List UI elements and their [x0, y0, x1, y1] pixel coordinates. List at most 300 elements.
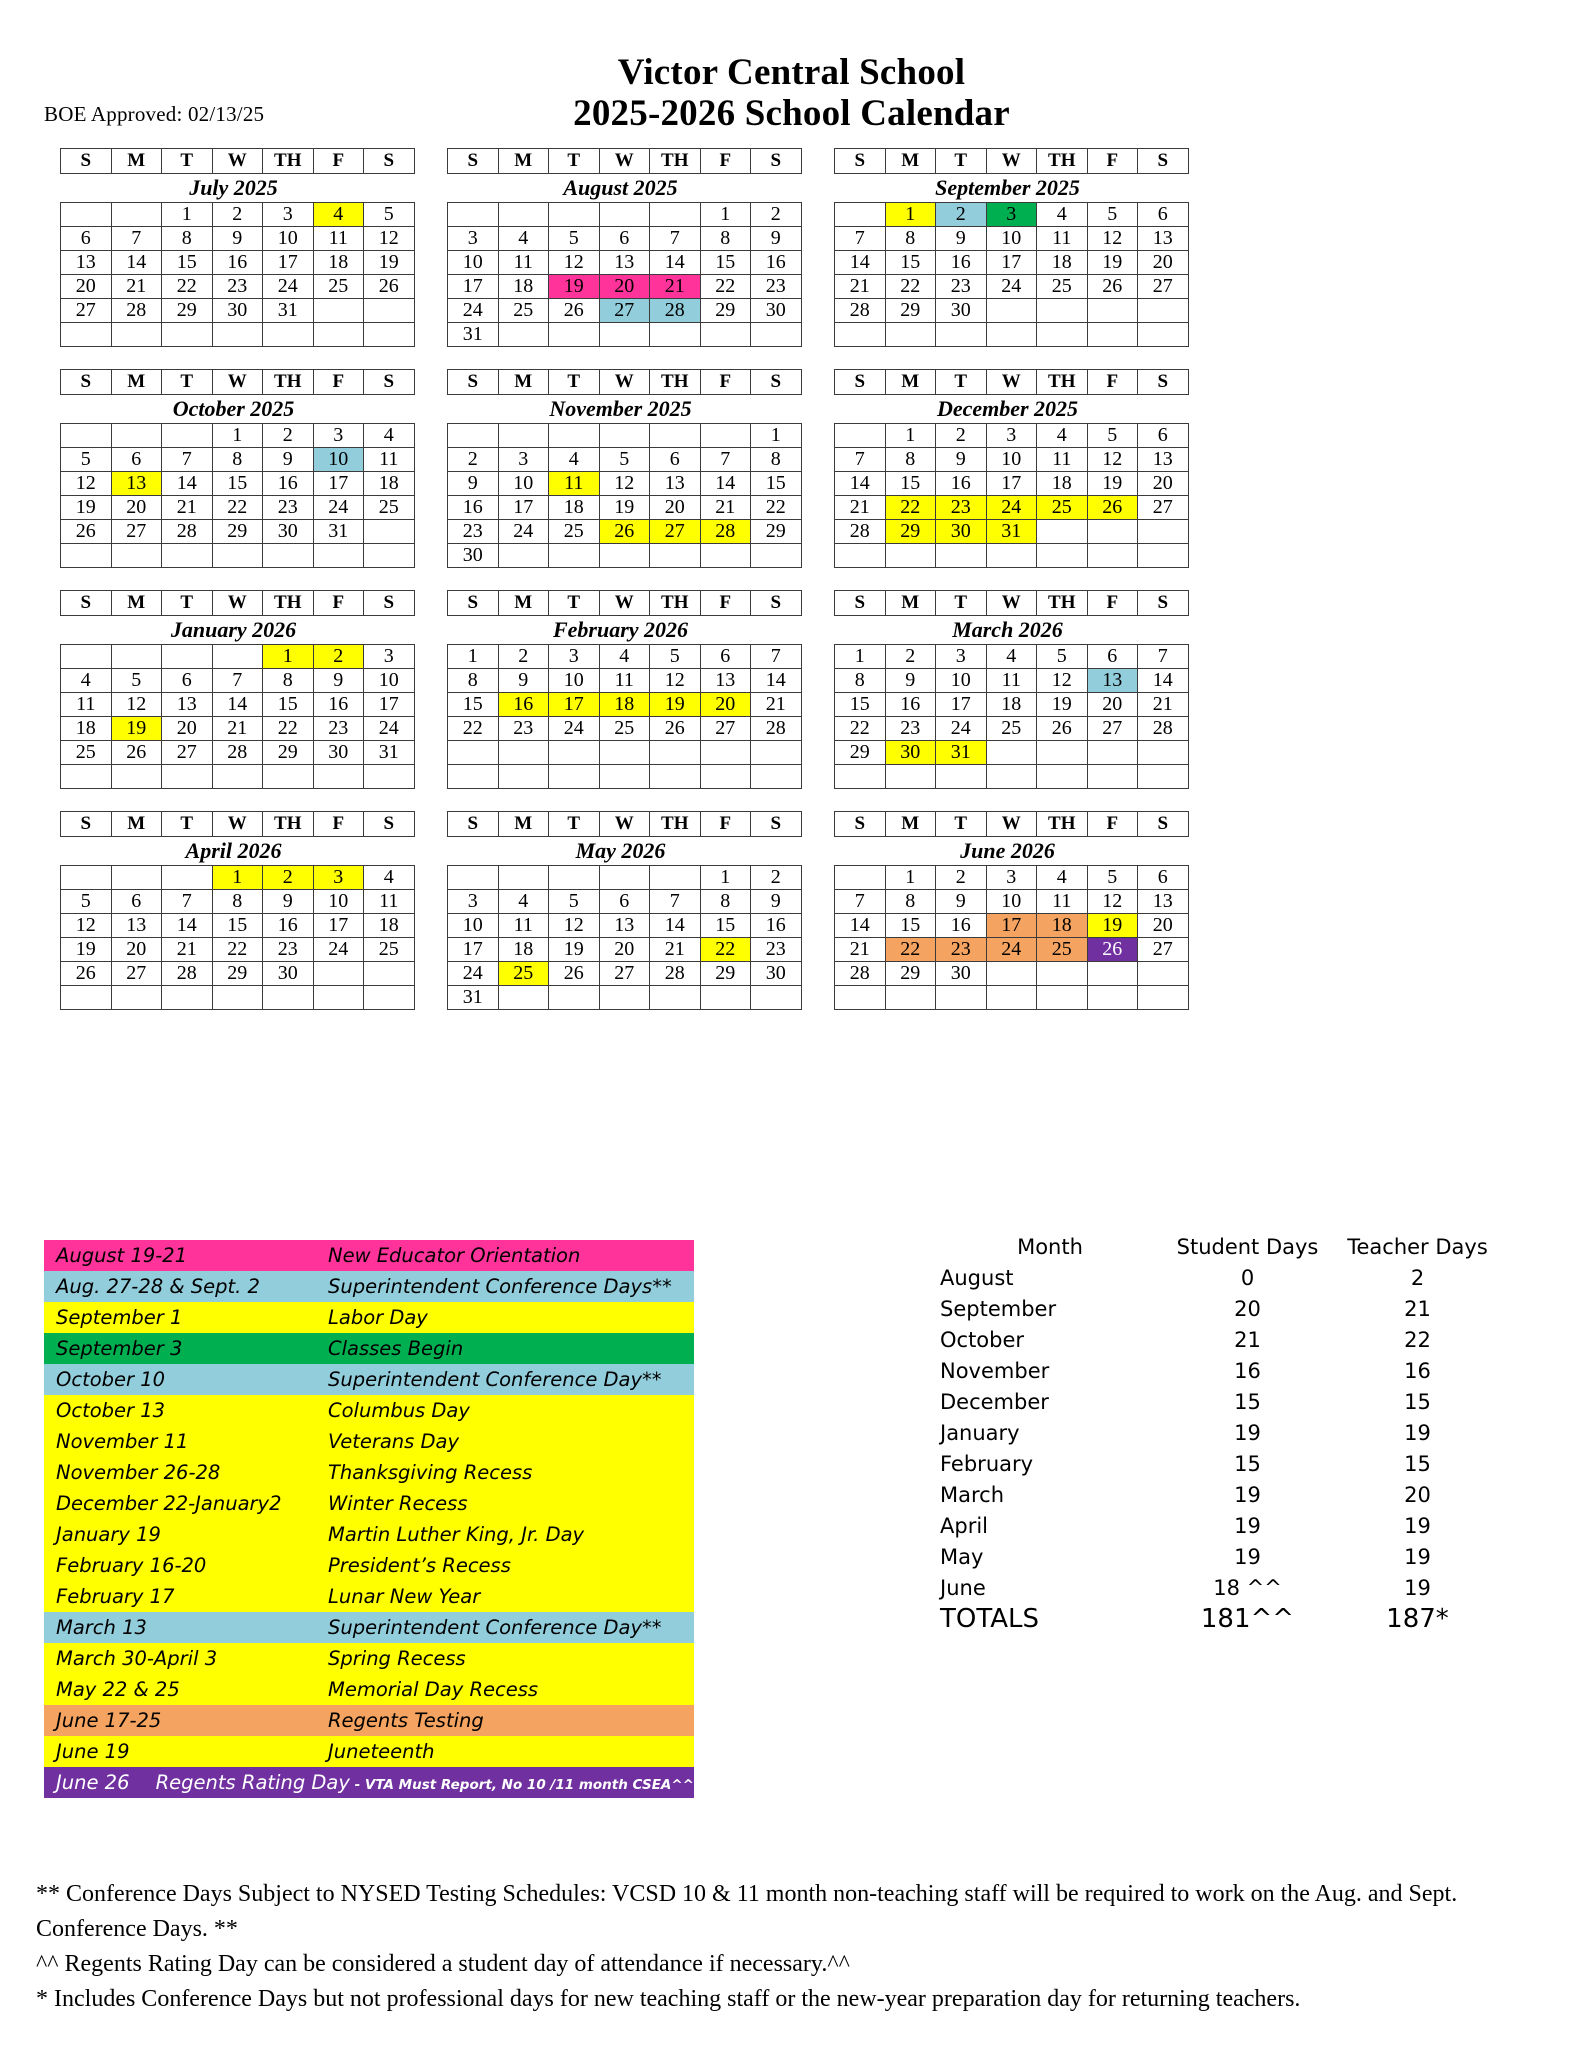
- day-cell[interactable]: 12: [650, 669, 701, 693]
- day-cell[interactable]: 29: [700, 962, 751, 986]
- day-cell[interactable]: 3: [263, 203, 314, 227]
- day-cell[interactable]: 11: [599, 669, 650, 693]
- day-cell[interactable]: 25: [364, 496, 415, 520]
- day-cell[interactable]: 15: [751, 472, 802, 496]
- day-cell[interactable]: 17: [986, 472, 1037, 496]
- day-cell[interactable]: 30: [936, 520, 987, 544]
- day-cell[interactable]: 7: [162, 890, 213, 914]
- day-cell[interactable]: 24: [549, 717, 600, 741]
- day-cell[interactable]: 12: [111, 693, 162, 717]
- day-cell[interactable]: 16: [936, 251, 987, 275]
- day-cell[interactable]: 1: [700, 203, 751, 227]
- day-cell[interactable]: 27: [162, 741, 213, 765]
- day-cell[interactable]: 17: [313, 914, 364, 938]
- day-cell[interactable]: 28: [835, 962, 886, 986]
- day-cell[interactable]: 23: [263, 938, 314, 962]
- day-cell[interactable]: 6: [650, 448, 701, 472]
- day-cell[interactable]: 14: [162, 914, 213, 938]
- day-cell[interactable]: 24: [498, 520, 549, 544]
- day-cell[interactable]: 26: [61, 962, 112, 986]
- day-cell[interactable]: 19: [599, 496, 650, 520]
- day-cell[interactable]: 11: [549, 472, 600, 496]
- day-cell[interactable]: 11: [1037, 227, 1088, 251]
- day-cell[interactable]: 15: [885, 251, 936, 275]
- day-cell[interactable]: 9: [936, 227, 987, 251]
- day-cell[interactable]: 29: [212, 520, 263, 544]
- day-cell[interactable]: 27: [111, 962, 162, 986]
- day-cell[interactable]: 23: [448, 520, 499, 544]
- day-cell[interactable]: 14: [111, 251, 162, 275]
- day-cell[interactable]: 17: [448, 275, 499, 299]
- day-cell[interactable]: 23: [936, 275, 987, 299]
- day-cell[interactable]: 25: [549, 520, 600, 544]
- day-cell[interactable]: 10: [263, 227, 314, 251]
- day-cell[interactable]: 18: [986, 693, 1037, 717]
- day-cell[interactable]: 21: [700, 496, 751, 520]
- day-cell[interactable]: 27: [1087, 717, 1138, 741]
- day-cell[interactable]: 15: [212, 914, 263, 938]
- day-cell[interactable]: 8: [885, 890, 936, 914]
- day-cell[interactable]: 6: [111, 448, 162, 472]
- day-cell[interactable]: 21: [835, 275, 886, 299]
- day-cell[interactable]: 24: [263, 275, 314, 299]
- day-cell[interactable]: 11: [313, 227, 364, 251]
- day-cell[interactable]: 7: [212, 669, 263, 693]
- day-cell[interactable]: 9: [212, 227, 263, 251]
- day-cell[interactable]: 27: [1138, 496, 1189, 520]
- day-cell[interactable]: 29: [885, 299, 936, 323]
- day-cell[interactable]: 29: [751, 520, 802, 544]
- day-cell[interactable]: 23: [751, 938, 802, 962]
- day-cell[interactable]: 7: [111, 227, 162, 251]
- day-cell[interactable]: 13: [1138, 448, 1189, 472]
- day-cell[interactable]: 13: [162, 693, 213, 717]
- day-cell[interactable]: 25: [986, 717, 1037, 741]
- day-cell[interactable]: 24: [986, 275, 1037, 299]
- day-cell[interactable]: 1: [448, 645, 499, 669]
- day-cell[interactable]: 6: [700, 645, 751, 669]
- day-cell[interactable]: 26: [1087, 496, 1138, 520]
- day-cell[interactable]: 25: [498, 299, 549, 323]
- day-cell[interactable]: 5: [1087, 424, 1138, 448]
- day-cell[interactable]: 25: [498, 962, 549, 986]
- day-cell[interactable]: 28: [700, 520, 751, 544]
- day-cell[interactable]: 19: [549, 938, 600, 962]
- day-cell[interactable]: 12: [1087, 890, 1138, 914]
- day-cell[interactable]: 9: [498, 669, 549, 693]
- day-cell[interactable]: 2: [263, 424, 314, 448]
- day-cell[interactable]: 27: [650, 520, 701, 544]
- day-cell[interactable]: 4: [1037, 424, 1088, 448]
- day-cell[interactable]: 18: [364, 472, 415, 496]
- day-cell[interactable]: 3: [313, 866, 364, 890]
- day-cell[interactable]: 10: [448, 914, 499, 938]
- day-cell[interactable]: 6: [1138, 866, 1189, 890]
- day-cell[interactable]: 3: [986, 866, 1037, 890]
- day-cell[interactable]: 30: [212, 299, 263, 323]
- day-cell[interactable]: 2: [751, 866, 802, 890]
- day-cell[interactable]: 3: [549, 645, 600, 669]
- day-cell[interactable]: 2: [498, 645, 549, 669]
- day-cell[interactable]: 6: [1138, 203, 1189, 227]
- day-cell[interactable]: 2: [936, 866, 987, 890]
- day-cell[interactable]: 1: [700, 866, 751, 890]
- day-cell[interactable]: 31: [263, 299, 314, 323]
- day-cell[interactable]: 16: [448, 496, 499, 520]
- day-cell[interactable]: 22: [885, 275, 936, 299]
- day-cell[interactable]: 8: [212, 890, 263, 914]
- day-cell[interactable]: 10: [936, 669, 987, 693]
- day-cell[interactable]: 25: [364, 938, 415, 962]
- day-cell[interactable]: 17: [936, 693, 987, 717]
- day-cell[interactable]: 10: [986, 448, 1037, 472]
- day-cell[interactable]: 17: [549, 693, 600, 717]
- day-cell[interactable]: 2: [313, 645, 364, 669]
- day-cell[interactable]: 15: [885, 472, 936, 496]
- day-cell[interactable]: 21: [751, 693, 802, 717]
- day-cell[interactable]: 13: [1138, 227, 1189, 251]
- day-cell[interactable]: 16: [751, 914, 802, 938]
- day-cell[interactable]: 9: [936, 890, 987, 914]
- day-cell[interactable]: 14: [835, 472, 886, 496]
- day-cell[interactable]: 20: [61, 275, 112, 299]
- day-cell[interactable]: 11: [986, 669, 1037, 693]
- day-cell[interactable]: 1: [835, 645, 886, 669]
- day-cell[interactable]: 29: [212, 962, 263, 986]
- day-cell[interactable]: 27: [700, 717, 751, 741]
- day-cell[interactable]: 14: [650, 914, 701, 938]
- day-cell[interactable]: 26: [364, 275, 415, 299]
- day-cell[interactable]: 9: [263, 890, 314, 914]
- day-cell[interactable]: 8: [885, 227, 936, 251]
- day-cell[interactable]: 7: [751, 645, 802, 669]
- day-cell[interactable]: 21: [162, 938, 213, 962]
- day-cell[interactable]: 20: [1138, 472, 1189, 496]
- day-cell[interactable]: 23: [885, 717, 936, 741]
- day-cell[interactable]: 19: [364, 251, 415, 275]
- day-cell[interactable]: 28: [111, 299, 162, 323]
- day-cell[interactable]: 12: [61, 914, 112, 938]
- day-cell[interactable]: 8: [751, 448, 802, 472]
- day-cell[interactable]: 19: [650, 693, 701, 717]
- day-cell[interactable]: 4: [1037, 203, 1088, 227]
- day-cell[interactable]: 10: [498, 472, 549, 496]
- day-cell[interactable]: 16: [885, 693, 936, 717]
- day-cell[interactable]: 10: [986, 227, 1037, 251]
- day-cell[interactable]: 16: [263, 472, 314, 496]
- day-cell[interactable]: 23: [212, 275, 263, 299]
- day-cell[interactable]: 27: [111, 520, 162, 544]
- day-cell[interactable]: 22: [835, 717, 886, 741]
- day-cell[interactable]: 6: [599, 227, 650, 251]
- day-cell[interactable]: 23: [936, 938, 987, 962]
- day-cell[interactable]: 31: [364, 741, 415, 765]
- day-cell[interactable]: 26: [111, 741, 162, 765]
- day-cell[interactable]: 21: [162, 496, 213, 520]
- day-cell[interactable]: 7: [835, 890, 886, 914]
- day-cell[interactable]: 12: [599, 472, 650, 496]
- day-cell[interactable]: 1: [885, 424, 936, 448]
- day-cell[interactable]: 18: [1037, 914, 1088, 938]
- day-cell[interactable]: 16: [212, 251, 263, 275]
- day-cell[interactable]: 19: [549, 275, 600, 299]
- day-cell[interactable]: 25: [1037, 938, 1088, 962]
- day-cell[interactable]: 21: [111, 275, 162, 299]
- day-cell[interactable]: 15: [162, 251, 213, 275]
- day-cell[interactable]: 5: [1087, 203, 1138, 227]
- day-cell[interactable]: 29: [885, 962, 936, 986]
- day-cell[interactable]: 8: [448, 669, 499, 693]
- day-cell[interactable]: 6: [111, 890, 162, 914]
- day-cell[interactable]: 19: [1087, 914, 1138, 938]
- day-cell[interactable]: 3: [936, 645, 987, 669]
- day-cell[interactable]: 12: [61, 472, 112, 496]
- day-cell[interactable]: 23: [498, 717, 549, 741]
- day-cell[interactable]: 22: [751, 496, 802, 520]
- day-cell[interactable]: 20: [111, 938, 162, 962]
- day-cell[interactable]: 11: [498, 914, 549, 938]
- day-cell[interactable]: 7: [835, 227, 886, 251]
- day-cell[interactable]: 5: [599, 448, 650, 472]
- day-cell[interactable]: 27: [1138, 275, 1189, 299]
- day-cell[interactable]: 2: [212, 203, 263, 227]
- day-cell[interactable]: 13: [111, 914, 162, 938]
- day-cell[interactable]: 1: [212, 866, 263, 890]
- day-cell[interactable]: 10: [448, 251, 499, 275]
- day-cell[interactable]: 19: [1087, 472, 1138, 496]
- day-cell[interactable]: 26: [1037, 717, 1088, 741]
- day-cell[interactable]: 12: [549, 251, 600, 275]
- day-cell[interactable]: 31: [986, 520, 1037, 544]
- day-cell[interactable]: 12: [549, 914, 600, 938]
- day-cell[interactable]: 26: [549, 299, 600, 323]
- day-cell[interactable]: 17: [263, 251, 314, 275]
- day-cell[interactable]: 14: [835, 251, 886, 275]
- day-cell[interactable]: 1: [885, 866, 936, 890]
- day-cell[interactable]: 21: [650, 938, 701, 962]
- day-cell[interactable]: 5: [1037, 645, 1088, 669]
- day-cell[interactable]: 8: [700, 890, 751, 914]
- day-cell[interactable]: 22: [212, 938, 263, 962]
- day-cell[interactable]: 6: [162, 669, 213, 693]
- day-cell[interactable]: 29: [162, 299, 213, 323]
- day-cell[interactable]: 8: [700, 227, 751, 251]
- day-cell[interactable]: 9: [448, 472, 499, 496]
- day-cell[interactable]: 6: [61, 227, 112, 251]
- day-cell[interactable]: 17: [448, 938, 499, 962]
- day-cell[interactable]: 30: [313, 741, 364, 765]
- day-cell[interactable]: 23: [751, 275, 802, 299]
- day-cell[interactable]: 28: [162, 520, 213, 544]
- day-cell[interactable]: 24: [986, 938, 1037, 962]
- day-cell[interactable]: 10: [364, 669, 415, 693]
- day-cell[interactable]: 14: [751, 669, 802, 693]
- day-cell[interactable]: 5: [111, 669, 162, 693]
- day-cell[interactable]: 7: [650, 890, 701, 914]
- day-cell[interactable]: 30: [936, 299, 987, 323]
- day-cell[interactable]: 26: [599, 520, 650, 544]
- day-cell[interactable]: 30: [448, 544, 499, 568]
- day-cell[interactable]: 4: [498, 890, 549, 914]
- day-cell[interactable]: 1: [263, 645, 314, 669]
- day-cell[interactable]: 13: [599, 914, 650, 938]
- day-cell[interactable]: 5: [549, 890, 600, 914]
- day-cell[interactable]: 5: [650, 645, 701, 669]
- day-cell[interactable]: 6: [1138, 424, 1189, 448]
- day-cell[interactable]: 24: [936, 717, 987, 741]
- day-cell[interactable]: 11: [498, 251, 549, 275]
- day-cell[interactable]: 24: [448, 962, 499, 986]
- day-cell[interactable]: 20: [700, 693, 751, 717]
- day-cell[interactable]: 4: [549, 448, 600, 472]
- day-cell[interactable]: 15: [700, 914, 751, 938]
- day-cell[interactable]: 28: [1138, 717, 1189, 741]
- day-cell[interactable]: 18: [364, 914, 415, 938]
- day-cell[interactable]: 28: [751, 717, 802, 741]
- day-cell[interactable]: 4: [986, 645, 1037, 669]
- day-cell[interactable]: 30: [263, 962, 314, 986]
- day-cell[interactable]: 21: [212, 717, 263, 741]
- day-cell[interactable]: 28: [835, 299, 886, 323]
- day-cell[interactable]: 16: [313, 693, 364, 717]
- day-cell[interactable]: 4: [61, 669, 112, 693]
- day-cell[interactable]: 20: [1087, 693, 1138, 717]
- day-cell[interactable]: 15: [835, 693, 886, 717]
- day-cell[interactable]: 15: [448, 693, 499, 717]
- day-cell[interactable]: 7: [650, 227, 701, 251]
- day-cell[interactable]: 15: [212, 472, 263, 496]
- day-cell[interactable]: 18: [498, 938, 549, 962]
- day-cell[interactable]: 17: [498, 496, 549, 520]
- day-cell[interactable]: 22: [448, 717, 499, 741]
- day-cell[interactable]: 2: [263, 866, 314, 890]
- day-cell[interactable]: 28: [212, 741, 263, 765]
- day-cell[interactable]: 19: [1087, 251, 1138, 275]
- day-cell[interactable]: 21: [1138, 693, 1189, 717]
- day-cell[interactable]: 6: [599, 890, 650, 914]
- day-cell[interactable]: 14: [1138, 669, 1189, 693]
- day-cell[interactable]: 30: [936, 962, 987, 986]
- day-cell[interactable]: 16: [936, 914, 987, 938]
- day-cell[interactable]: 18: [1037, 472, 1088, 496]
- day-cell[interactable]: 9: [263, 448, 314, 472]
- day-cell[interactable]: 18: [1037, 251, 1088, 275]
- day-cell[interactable]: 7: [835, 448, 886, 472]
- day-cell[interactable]: 14: [835, 914, 886, 938]
- day-cell[interactable]: 1: [212, 424, 263, 448]
- day-cell[interactable]: 12: [364, 227, 415, 251]
- day-cell[interactable]: 13: [61, 251, 112, 275]
- day-cell[interactable]: 29: [885, 520, 936, 544]
- day-cell[interactable]: 17: [364, 693, 415, 717]
- day-cell[interactable]: 20: [1138, 251, 1189, 275]
- day-cell[interactable]: 5: [61, 890, 112, 914]
- day-cell[interactable]: 29: [700, 299, 751, 323]
- day-cell[interactable]: 24: [448, 299, 499, 323]
- day-cell[interactable]: 22: [700, 275, 751, 299]
- day-cell[interactable]: 3: [986, 424, 1037, 448]
- day-cell[interactable]: 10: [549, 669, 600, 693]
- day-cell[interactable]: 3: [986, 203, 1037, 227]
- day-cell[interactable]: 20: [599, 275, 650, 299]
- day-cell[interactable]: 3: [498, 448, 549, 472]
- day-cell[interactable]: 29: [263, 741, 314, 765]
- day-cell[interactable]: 19: [61, 938, 112, 962]
- day-cell[interactable]: 19: [1037, 693, 1088, 717]
- day-cell[interactable]: 11: [364, 890, 415, 914]
- day-cell[interactable]: 5: [1087, 866, 1138, 890]
- day-cell[interactable]: 9: [936, 448, 987, 472]
- day-cell[interactable]: 20: [599, 938, 650, 962]
- day-cell[interactable]: 28: [650, 299, 701, 323]
- day-cell[interactable]: 10: [313, 448, 364, 472]
- day-cell[interactable]: 26: [650, 717, 701, 741]
- day-cell[interactable]: 22: [885, 496, 936, 520]
- day-cell[interactable]: 21: [835, 496, 886, 520]
- day-cell[interactable]: 5: [549, 227, 600, 251]
- day-cell[interactable]: 19: [61, 496, 112, 520]
- day-cell[interactable]: 26: [61, 520, 112, 544]
- day-cell[interactable]: 14: [162, 472, 213, 496]
- day-cell[interactable]: 22: [700, 938, 751, 962]
- day-cell[interactable]: 7: [700, 448, 751, 472]
- day-cell[interactable]: 13: [700, 669, 751, 693]
- day-cell[interactable]: 31: [448, 323, 499, 347]
- day-cell[interactable]: 31: [313, 520, 364, 544]
- day-cell[interactable]: 31: [936, 741, 987, 765]
- day-cell[interactable]: 2: [936, 424, 987, 448]
- day-cell[interactable]: 20: [1138, 914, 1189, 938]
- day-cell[interactable]: 11: [61, 693, 112, 717]
- day-cell[interactable]: 7: [1138, 645, 1189, 669]
- day-cell[interactable]: 12: [1037, 669, 1088, 693]
- day-cell[interactable]: 11: [1037, 448, 1088, 472]
- day-cell[interactable]: 6: [1087, 645, 1138, 669]
- day-cell[interactable]: 20: [650, 496, 701, 520]
- day-cell[interactable]: 15: [885, 914, 936, 938]
- day-cell[interactable]: 30: [885, 741, 936, 765]
- day-cell[interactable]: 4: [498, 227, 549, 251]
- day-cell[interactable]: 30: [263, 520, 314, 544]
- day-cell[interactable]: 13: [599, 251, 650, 275]
- day-cell[interactable]: 22: [212, 496, 263, 520]
- day-cell[interactable]: 8: [263, 669, 314, 693]
- day-cell[interactable]: 27: [599, 299, 650, 323]
- day-cell[interactable]: 14: [650, 251, 701, 275]
- day-cell[interactable]: 16: [498, 693, 549, 717]
- day-cell[interactable]: 10: [986, 890, 1037, 914]
- day-cell[interactable]: 5: [61, 448, 112, 472]
- day-cell[interactable]: 8: [162, 227, 213, 251]
- day-cell[interactable]: 1: [751, 424, 802, 448]
- day-cell[interactable]: 23: [936, 496, 987, 520]
- day-cell[interactable]: 1: [885, 203, 936, 227]
- day-cell[interactable]: 9: [751, 890, 802, 914]
- day-cell[interactable]: 29: [835, 741, 886, 765]
- day-cell[interactable]: 4: [364, 866, 415, 890]
- day-cell[interactable]: 27: [599, 962, 650, 986]
- day-cell[interactable]: 25: [313, 275, 364, 299]
- day-cell[interactable]: 9: [751, 227, 802, 251]
- day-cell[interactable]: 13: [1087, 669, 1138, 693]
- day-cell[interactable]: 16: [936, 472, 987, 496]
- day-cell[interactable]: 25: [61, 741, 112, 765]
- day-cell[interactable]: 16: [751, 251, 802, 275]
- day-cell[interactable]: 25: [1037, 275, 1088, 299]
- day-cell[interactable]: 13: [111, 472, 162, 496]
- day-cell[interactable]: 8: [835, 669, 886, 693]
- day-cell[interactable]: 17: [986, 914, 1037, 938]
